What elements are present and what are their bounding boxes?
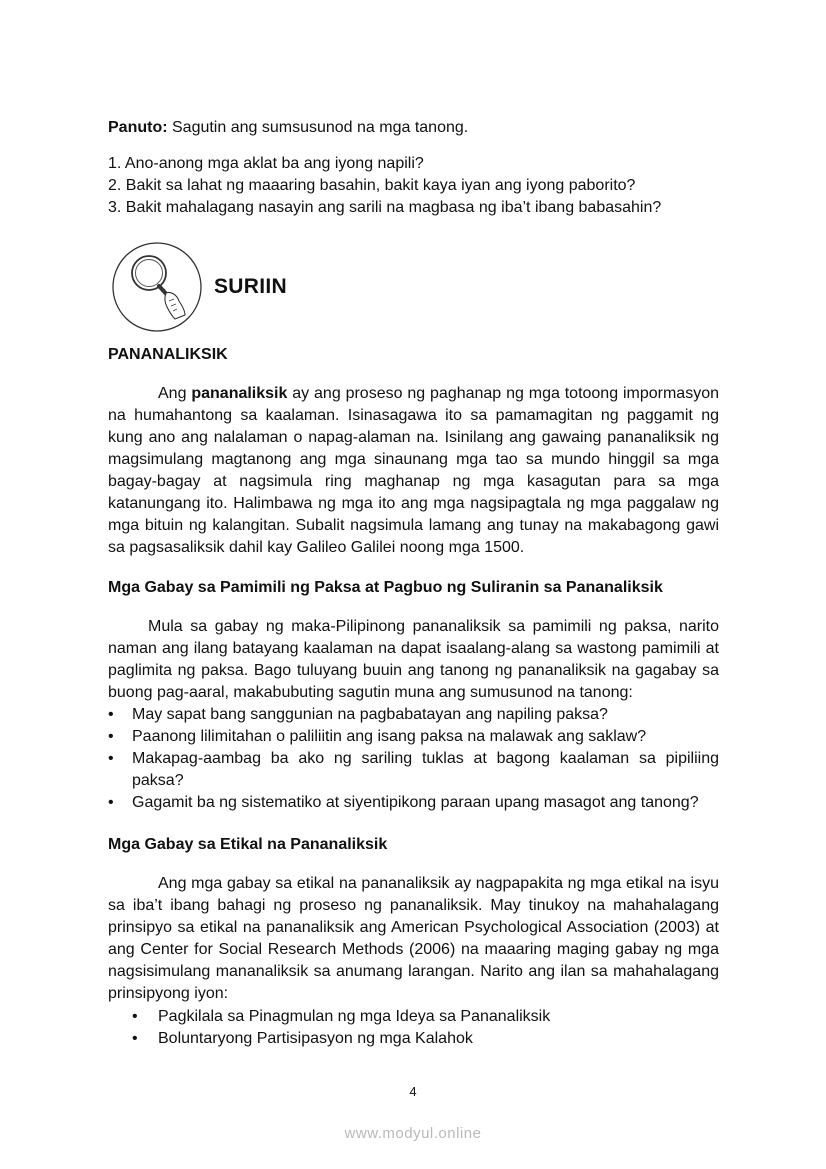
paragraph-text: ay ang proseso ng paghanap ng mga totoong impormasyon na humahantong sa kaalaman. Isinasagawa ito sa pamamagitan ng paggamit ng kung ano ang nalalaman o napag-alaman na. Isinilang ang gawaing pananaliksik ng magsimulang magtanong ang mga sinaunang mga tao sa mundo hinggil sa mga bagay-bagay at nagsimula ring maghanap ng mga kasagutan para sa mga katanungang ito. Halimbawa ng mga ito ang mga nagsipagtala ng mga paggalaw ng mga bituin ng kalangitan. Subalit nagsimula lamang ang tunay na makabagong gawi sa pagsasaliksik dahil kay Galileo Galilei noong mga 1500. [108,385,720,556]
gabay-paksa-bullets [108,704,719,814]
magnifying-glass-hand-icon [111,241,203,333]
term-pananaliksik: pananaliksik [191,385,288,402]
gabay-etikal-heading: Mga Gabay sa Etikal na Pananaliksik [108,836,388,853]
instruction [108,117,719,139]
gabay-paksa-heading: Mga Gabay sa Pamimili ng Paksa at Pagbuo ng Suliranin sa Pananaliksik [108,579,663,596]
pananaliksik-paragraph [108,383,719,559]
pananaliksik-heading: PANANALIKSIK [108,346,228,363]
list-item: • Gagamit ba ng sistematiko at siyentipikong paraan upang masagot ang tanong? [108,792,719,814]
instruction-text: Sagutin ang sumsusunod na mga tanong. [167,119,469,136]
list-item: • Boluntaryong Partisipasyon ng mga Kalahok [108,1028,719,1050]
list-item: • May sapat bang sanggunian na pagbabatayan ang napiling paksa? [108,704,719,726]
question-2: 2. Bakit sa lahat ng maaaring basahin, bakit kaya iyan ang iyong paborito? [108,177,636,194]
gabay-etikal-paragraph: Ang mga gabay sa etikal na pananaliksik ay nagpapakita ng mga etikal na isyu sa iba’t ibang bahagi ng proseso ng pananaliksik. May tinukoy na mahahalagang prinsipyo sa etikal na pananaliksik ang American Psychological Association (2003) at ang Center for Social Research Methods (2006) na maaaring maging gabay ng mga nagsisimulang mananaliksik sa anumang larangan. Narito ang ilan sa mahahalagang prinsipyong iyon: [108,875,719,1002]
question-3: 3. Bakit mahalagang nasayin ang sarili na magbasa ng iba’t ibang babasahin? [108,199,662,216]
question-list [108,153,719,219]
list-item: • Paanong lilimitahan o paliliitin ang isang paksa na malawak ang saklaw? [108,726,719,748]
watermark: www.modyul.online [344,1125,482,1142]
section-title: SURIIN [214,275,287,298]
question-1: 1. Ano-anong mga aklat ba ang iyong napili? [108,155,424,172]
page-number: 4 [409,1084,417,1099]
list-item: • Makapag-aambag ba ako ng sariling tuklas at bagong kaalaman sa pipiliing paksa? [108,748,719,792]
gabay-etikal-bullets [108,1006,719,1050]
paragraph-text: Ang [158,385,192,402]
instruction-label: Panuto: [108,119,168,136]
list-item: • Pagkilala sa Pinagmulan ng mga Ideya sa Pananaliksik [108,1006,719,1028]
gabay-paksa-paragraph: Mula sa gabay ng maka-Pilipinong pananaliksik sa pamimili ng paksa, narito naman ang ilang batayang kaalaman na dapat isaalang-alang sa wastong pamimili at paglimita ng paksa. Bago tuluyang buuin ang tanong ng pananaliksik na gagabay sa buong pag-aaral, makabubuting sagutin muna ang sumusunod na tanong: [108,618,719,701]
